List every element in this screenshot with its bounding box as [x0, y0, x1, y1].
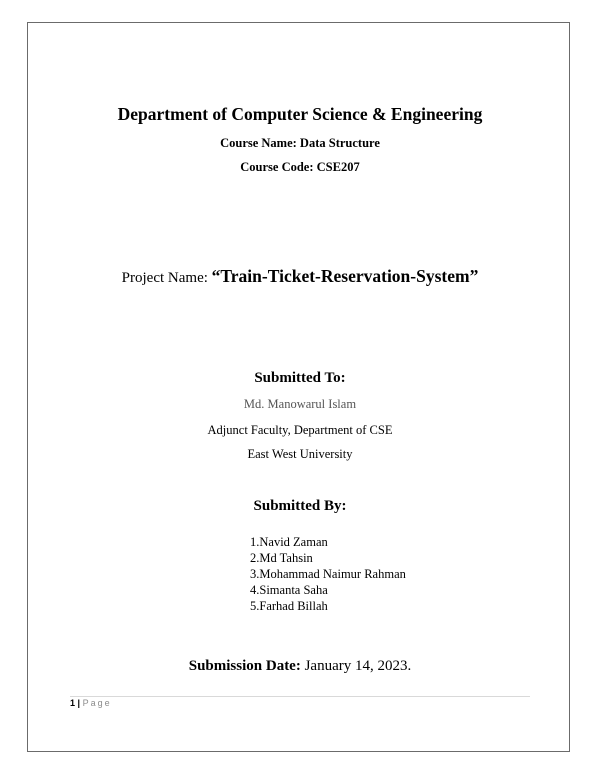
supervisor-institution: East West University — [247, 447, 353, 461]
list-item: 1.Navid Zaman — [250, 535, 328, 549]
submission-date-label: Submission Date: — [188, 658, 301, 674]
page-footer — [70, 698, 112, 708]
course-code: Course Code: CSE207 — [240, 160, 360, 174]
list-item: 5.Farhad Billah — [250, 599, 328, 613]
list-item: 3.Mohammad Naimur Rahman — [250, 567, 406, 581]
page-number: 1 — [70, 698, 76, 708]
submitted-by-heading: Submitted By: — [253, 498, 347, 514]
project-name-label: Project Name: — [121, 270, 208, 286]
submission-date-value: January 14, 2023. — [304, 658, 412, 674]
department-title: Department of Computer Science & Engineering — [117, 104, 483, 124]
project-name-line — [0, 266, 600, 287]
course-name: Course Name: Data Structure — [220, 136, 380, 150]
list-item: 2.Md Tahsin — [250, 551, 313, 565]
footer-divider — [70, 696, 530, 697]
submission-date-line — [0, 658, 600, 675]
footer-separator: | — [77, 698, 81, 708]
page-border — [27, 22, 570, 752]
submitted-to-heading: Submitted To: — [254, 370, 346, 386]
list-item: 4.Simanta Saha — [250, 583, 328, 597]
page-word: Page — [82, 698, 112, 708]
supervisor-name: Md. Manowarul Islam — [243, 397, 357, 411]
project-name-value: “Train-Ticket-Reservation-System” — [211, 266, 479, 286]
supervisor-title: Adjunct Faculty, Department of CSE — [207, 423, 393, 437]
member-list — [250, 534, 406, 614]
